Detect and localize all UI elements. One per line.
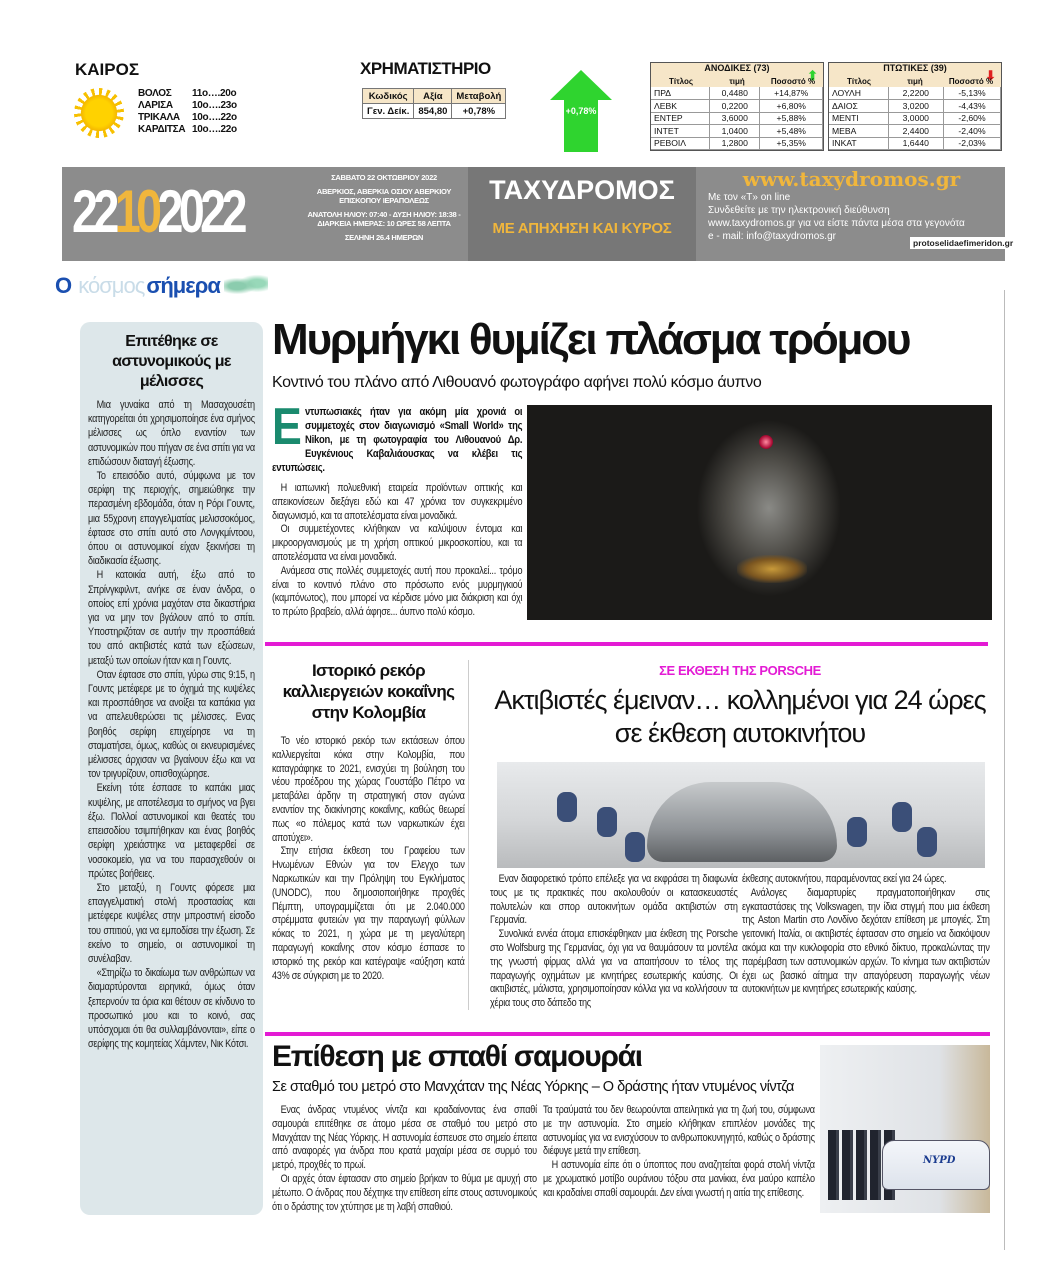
paragraph: Εναν διαφορετικό τρόπο επέλεξε για να εκφράσει τη διαφωνία τους με τις πρακτικές που ακολουθούν οι κατασκευαστές πολυτελών και σπορ αυτοκινήτων ομάδα ακτιβιστών στη Γερμανία.: [490, 873, 738, 927]
temp: 11ο….20ο: [192, 88, 237, 99]
cell: ΔΑΙΟΣ: [829, 100, 888, 113]
porsche-kicker: ΣΕ ΕΚΘΕΣΗ ΤΗΣ PORSCHE: [659, 663, 821, 678]
colombia-headline: Ιστορικό ρεκόρ καλλιεργειών κοκαΐνης στην Κολομβία: [282, 661, 455, 722]
losers-table: [828, 62, 1002, 151]
paragraph: Η ιαπωνική πολυεθνική εταιρεία προϊόντων οπτικής και απεικονίσεων διεξάγει εδώ και 47 χρόνια τον συγκεκριμένο διαγωνισμό, και τα αποτελέσματα είναι μοναδικά.: [272, 482, 523, 522]
paragraph: «Στηρίζω το δικαίωμα των ανθρώπων να διαμαρτύρονται ειρηνικά, όμως όταν ξεπερνούν τα όρια και θέτουν σε κίνδυνο το προσωπικό μου και το κοινό, σας υπόσχομαι ότι θα συλλαμβάνονται», είπε ο σερίφης της κομητείας Χάμντεν, Νικ Κότσι.: [88, 967, 255, 1051]
gainers-title: ΑΝΟΔΙΚΕΣ (73): [704, 63, 770, 73]
cell: +5,48%: [760, 125, 823, 138]
col-header: Τίτλος: [668, 77, 694, 86]
general-index-table: [362, 88, 506, 119]
cell: ΡΕΒΟΙΛ: [651, 137, 709, 150]
porsche-headline: Ακτιβιστές έμειναν… κολλημένοι για 24 ώρες σε έκθεση αυτοκινήτου: [494, 685, 986, 748]
nypd-photo: [820, 1045, 990, 1213]
cell: 3,0000: [888, 112, 943, 125]
paragraph: Οι αρχές όταν έφτασαν στο σημείο βρήκαν το θύμα με αμυχή στο μέτωπο. Ο άνδρας που δέχτηκε την επίθεση είπε στους αστυνομικούς ότι ο δράστης τον χτύπησε με τη λαβή σπαθιού.: [272, 1172, 537, 1213]
newspaper-name: ΤΑΧΥΔΡΟΜΟΣ: [489, 175, 675, 205]
sun-times: ΑΝΑΤΟΛΗ ΗΛΙΟΥ: 07:40 - ΔΥΣΗ ΗΛΙΟΥ: 18:38 - ΔΙΑΡΚΕΙΑ ΗΜΕΡΑΣ: 10 ΩΡΕΣ 58 ΛΕΠΤΑ: [307, 209, 461, 228]
cell: 3,0200: [888, 100, 943, 113]
colombia-body: [272, 735, 465, 983]
cell: ΠΡΔ: [651, 87, 709, 100]
losers-title: ΠΤΩΤΙΚΕΣ (39): [883, 63, 947, 73]
header-cell: Μεταβολή: [452, 89, 506, 104]
stock-title: ΧΡΗΜΑΤΙΣΤΗΡΙΟ: [360, 59, 491, 78]
paragraph: Οι συμμετέχοντες κλήθηκαν να καλύψουν έντομα και μικροοργανισμούς με τη χρήση οπτικού μικροσκοπίου, και τα αποτελέσματα να είναι μοναδικά.: [272, 523, 523, 563]
paragraph: Εκείνη τότε έσπασε το καπάκι μιας κυψέλης, με αποτέλεσμα το σμήνος να βγει έξω. Πολλοί αστυνομικοί και θεατές του επεισοδίου τσιμπήθηκαν και ένας βοηθός σερίφη χρειάστηκε να μεταφερθεί σε νοσοκομείο, για να του παρασχεθούν οι πρώτες βοήθειες.: [88, 782, 255, 880]
online-line: www.taxydromos.gr για να είστε πάντα μέσα στα γεγονότα: [708, 218, 965, 229]
samurai-col-2: [543, 1104, 815, 1201]
samurai-subtitle: Σε σταθμό του μετρό στο Μανχάταν της Νέας Υόρκης – Ο δράστης ήταν ντυμένος νίντζα: [272, 1079, 794, 1095]
sidebar-title: Επιτέθηκε σε αστυνομικούς με μέλισσες: [112, 333, 231, 390]
watermark: protoselidaefimeridon.gr: [910, 237, 1016, 249]
header-cell: Κωδικός: [363, 89, 414, 104]
paragraph: Ενας άνδρας ντυμένος νίντζα και κραδαίνοντας ένα σπαθί σαμουράι επιτέθηκε σε άτομο μέσα σε σταθμό του μετρό στο Μανχάταν της Νέας Υόρκης. Η αστυνομία έσπευσε στο σημείο έπειτα από αναφορές για άνδρα που κρατά μαχαίρι μέσα σε συρμό του μετρό, προχθές το πρωί.: [272, 1104, 537, 1172]
section-rule: [265, 642, 988, 646]
paragraph: Ανάμεσα στις πολλές συμμετοχές αυτή που προκαλεί... τρόμο είναι το κοντινό πλάνο στο πρόσωπο ενός μυρμηγκιού (καμπόνωτος), που μπορεί να κέρδισε μόνο μια διάκριση και όχι το πρώτο βραβείο, αλλά άφησε... άυπνο πολύ κόσμο.: [272, 564, 523, 619]
moon-age: ΣΕΛΗΝΗ 26.4 ΗΜΕΡΩΝ: [344, 232, 424, 242]
date-large: [72, 177, 243, 246]
date-info: [300, 173, 468, 246]
namedays: ΑΒΕΡΚΙΟΣ, ΑΒΕΡΚΙΑ ΟΣΙΟΥ ΑΒΕΡΚΙΟΥ ΕΠΙΣΚΟΠΟΥ ΙΕΡΑΠΟΛΕΩΣ: [316, 186, 452, 205]
lead-text: [272, 398, 523, 620]
cell: 2,4400: [888, 125, 943, 138]
city: ΒΟΛΟΣ: [138, 88, 172, 99]
cell: +5,35%: [760, 137, 823, 150]
paragraph-continued: Τα τραύματά του δεν θεωρούνται απειλητικά για τη ζωή του, σύμφωνα με την αστυνομία. Στο σημείο κλήθηκαν επιπλέον μονάδες της αστυνομίας για να ενισχύσουν το ανθρωποκυνηγητό, καθώς ο δράστης διέφυγε μετά την επίθεση.: [543, 1104, 815, 1158]
cell: 0,4480: [709, 87, 760, 100]
table-row: [829, 112, 1001, 125]
sun-icon: [78, 92, 120, 134]
city: ΚΑΡΔΙΤΣΑ: [138, 124, 186, 135]
lead-headline: Μυρμήγκι θυμίζει πλάσμα τρόμου: [272, 315, 910, 364]
brand-block: [468, 167, 696, 261]
temp: 10ο….22ο: [192, 124, 237, 135]
cell: ΜΕΝΤΙ: [829, 112, 888, 125]
paragraph: Το νέο ιστορικό ρεκόρ των εκτάσεων όπου καλλιεργείται κόκα στην Κολομβία, που καταγράφηκε το 2021, ενισχύει τη βούληση του νέου προέδρου της χώρας Γουστάβο Πέτρο να μεταβάλει άρδην τη στρατηγική στον αγώνα εναντίον της διακίνησης κοκαΐνης, καθώς θεωρεί πως «ο πόλεμος κατά των ναρκωτικών έχει αποτύχει».: [272, 735, 465, 844]
table-row: [651, 125, 823, 138]
col-header: Τίτλος: [846, 77, 872, 86]
cell: ΙΝΚΑΤ: [829, 137, 888, 150]
column-divider: [1004, 290, 1005, 1250]
temp: 10ο….22ο: [192, 112, 237, 123]
sidebar-body: [88, 398, 255, 1051]
logo-word: σήμερα: [146, 273, 220, 298]
col-header: τιμή: [729, 77, 745, 86]
weather-row: [138, 100, 237, 112]
column-divider: [468, 660, 469, 1010]
cell: 0,2200: [709, 100, 760, 113]
nypd-car-text: NYPD: [923, 1155, 956, 1166]
lead-intro: [272, 398, 523, 475]
cell: -4,43%: [944, 100, 1001, 113]
green-up-arrow-icon: ⬆: [807, 68, 818, 83]
paragraph: Στην ετήσια έκθεση του Γραφείου των Ηνωμένων Εθνών για τον Ελεγχο των Ναρκωτικών και την Πρόληψη του Εγκλήματος (UNODC), που δημοσιοποιήθηκε προχθές Πέμπτη, υπογραμμίζεται ότι με 2.040.000 στρέμματα φυτειών για την παραγωγή φύλλων κόκας το 2021, η χώρα με τη μεγαλύτερη παραγωγή κοκαΐνης στον κόσμο έσπασε το ιστορικό της ρεκόρ και κατέγραψε «αύξηση κατά 43% σε σύγκριση με το 2020.: [272, 845, 465, 982]
paragraph: Η αστυνομία είπε ότι ο ύποπτος που αναζητείται φορά στολή νίντζα με χρωματικό μοτίβο ουράνιου τόξου στα μανίκια, ένα μαύρο καπέλο και κραδαίνει σπαθί σαμουράι. Δεν είναι γνωστή η αιτία της επίθεσης.: [543, 1159, 815, 1199]
cell: +0,78%: [452, 104, 506, 119]
date-day: 22: [72, 178, 115, 245]
cell: 854,80: [414, 104, 452, 119]
website-link[interactable]: www.taxydromos.gr: [742, 167, 961, 191]
lead-subtitle: Κοντινό του πλάνο από Λιθουανό φωτογράφο αφήνει πολύ κόσμο άυπνο: [272, 374, 762, 391]
logo-word: Ο: [55, 273, 72, 298]
gainers-table: [650, 62, 824, 151]
online-line: Συνδεθείτε με την ηλεκτρονική διεύθυνση: [708, 205, 890, 216]
slogan: ΜΕ ΑΠΗΧΗΣΗ ΚΑΙ ΚΥΡΟΣ: [492, 220, 672, 237]
cell: ΕΝΤΕΡ: [651, 112, 709, 125]
cell: 1,6440: [888, 137, 943, 150]
paragraph-continued: έκθεσης αυτοκινήτου, παραμένοντας εκεί για 24 ώρες.: [742, 873, 947, 885]
cell: -2,03%: [944, 137, 1001, 150]
paragraph: Το επεισόδιο αυτό, σύμφωνα με τον σερίφη της περιοχής, σημειώθηκε την περασμένη εβδομάδα, όταν η Ρόρι Γουντς, μια 55χρονη επαγγελματίας μελισσοκόμος, έφτασε στο σπίτι αυτό στο Λονγκμίντοου, όπου οι αστυνομικοί είχαν ξεκινήσει τη διαδικασία έξωσης.: [88, 470, 255, 568]
weather-title: ΚΑΙΡΟΣ: [75, 60, 140, 79]
table-row: [651, 112, 823, 125]
activists-photo: [497, 762, 985, 868]
cell: 1,0400: [709, 125, 760, 138]
header-cell: Αξία: [414, 89, 452, 104]
paragraph: Συνολικά εννέα άτομα επισκέφθηκαν μια έκθεση της Porsche στο Wolfsburg της Γερμανίας, όχι για να θαυμάσουν τα μοντέλα της γνωστή φίρμας αλλά για να απαιτήσουν το τέλος της παραγωγής οχημάτων με κινητήρες εσωτερικής καύσης. Οι ακτιβιστές, μάλιστα, χρησιμοποίησαν κόλλα για να κολλήσουν τα χέρια τους στο δάπεδο της: [490, 928, 738, 1010]
paragraph: Μια γυναίκα από τη Μασαχουσέτη κατηγορείται ότι χρησιμοποίησε ένα σμήνος μέλισσες ως όπλο εναντίον των αστυνομικών που πήγαν σε ένα σπίτι για να επιδώσουν διαταγή έξωσης.: [88, 399, 255, 468]
city: ΤΡΙΚΑΛΑ: [138, 112, 180, 123]
table-row: [651, 87, 823, 100]
cell: ΛΟΥΛΗ: [829, 87, 888, 100]
paragraph: Η κατοικία αυτή, έξω από το Σπρίνγκφιλντ, ανήκε σε έναν άνδρα, ο οποίος επί χρόνια μαχόταν στα δικαστήρια για να μην τον βγάλουν από το σπίτι. Υποστηριζόταν σε αυτήν την προσπάθειά του από ακτιβιστές κατά των εξώσεων, μεταξύ των οποίων ήταν και η Γουντς.: [88, 569, 255, 667]
cell: 3,6000: [709, 112, 760, 125]
ant-photo: [527, 405, 992, 620]
arrow-label: +0,78%: [565, 106, 597, 116]
samurai-headline: Επίθεση με σπαθί σαμουράι: [272, 1040, 642, 1073]
table-row: [829, 87, 1001, 100]
porsche-col-2: [742, 873, 990, 997]
table-row: [651, 137, 823, 150]
weather-row: [138, 88, 237, 100]
table-row: [651, 100, 823, 113]
cell: ΙΝΤΕΤ: [651, 125, 709, 138]
logo-word: κόσμος: [78, 273, 145, 298]
date-year: 2022: [157, 178, 243, 245]
cell: -2,40%: [944, 125, 1001, 138]
cell: ΛΕΒΚ: [651, 100, 709, 113]
cell: 1,2800: [709, 137, 760, 150]
date-month: 10: [114, 178, 158, 245]
intro-text: ντυπωσιακές ήταν για ακόμη μία χρονιά οι συμμετοχές στον διαγωνισμό «Small World» της Nikon, με τη φωτογραφία του Λιθουανού Δρ. Ευγκένιους Καβαλιάουσκας να κλέβει τις εντυπώσεις.: [272, 406, 523, 474]
masthead-banner: [62, 167, 1005, 261]
city: ΛΑΡΙΣΑ: [138, 100, 173, 111]
cell: 2,2200: [888, 87, 943, 100]
date-text: ΣΑΒΒΑΤΟ 22 ΟΚΤΩΒΡΙΟΥ 2022: [331, 173, 437, 182]
weather-row: [138, 112, 237, 124]
lead-body: [272, 482, 522, 620]
weather-list: [138, 88, 237, 136]
table-row: [829, 137, 1001, 150]
weather-row: [138, 124, 237, 136]
world-map-icon: [224, 273, 268, 299]
red-down-arrow-icon: ⬇: [985, 68, 996, 83]
col-header: τιμή: [907, 77, 923, 86]
col-header: Ποσοστό %: [948, 77, 994, 86]
online-line: Με τον «Τ» on line: [708, 192, 791, 203]
samurai-col-1: [272, 1104, 537, 1214]
email-link[interactable]: e - mail: info@taxydromos.gr: [708, 231, 836, 242]
cell: -2,60%: [944, 112, 1001, 125]
cell: +14,87%: [760, 87, 823, 100]
up-arrow-icon: [550, 70, 612, 152]
paragraph: Ανάλογες διαμαρτυρίες πραγματοποιήθηκαν στις εγκαταστάσεις της Volkswagen, την ίδια στιγμή που μια έκθεση της Aston Martin στο Λονδίνο δεχόταν επίθεση με μπογιές. Στη γειτονική Ιταλία, οι ακτιβιστές έφτασαν στο σημείο να διακόψουν ακόμα και την κυκλοφορία στο εθνικό δίκτυο, προκαλώντας την παρέμβαση των αστυνομικών αρχών. Το κίνημα των ακτιβιστών έχει ως βασικό αίτημα την απαγόρευση παραγωγής νέων αυτοκινήτων με κινητήρες εσωτερικής καύσης.: [742, 886, 990, 996]
cell: -5,13%: [944, 87, 1001, 100]
cell: Γεν. Δείκ.: [363, 104, 414, 119]
paragraph: Στο μεταξύ, η Γουντς φόρεσε μια επαγγελματική στολή προστασίας και μετέφερε κυψέλες στην μπροστινή είσοδο του σπιτιού, για να εμποδίσει την έξωση. Σε εκείνο το σημείο, οι αστυνομικοί τη συνέλαβαν.: [88, 881, 255, 965]
table-row: [829, 125, 1001, 138]
section-logo: [55, 273, 268, 299]
col-header: Ποσοστό %: [770, 77, 816, 86]
table-row: [829, 100, 1001, 113]
drop-cap: Ε: [272, 398, 302, 456]
cell: ΜΕΒΑ: [829, 125, 888, 138]
cell: +6,80%: [760, 100, 823, 113]
sidebar-article: [80, 322, 263, 1215]
section-rule: [265, 1032, 990, 1036]
paragraph: Οταν έφτασε στο σπίτι, γύρω στις 9:15, η Γουντς μετέφερε με το όχημά της κυψέλες και προσπάθησε να ανοίξει τα καπάκια για να απελευθερώσει τις μέλισσες. Ενας βοηθός σερίφη επιχείρησε να τη σταματήσει, όμως, καθώς οι εκνευρισμένες μέλισσες άρχισαν να βγαίνουν έξω και να τον τριγυρίζουν, οπισθοχώρησε.: [88, 668, 255, 781]
temp: 10ο….23ο: [192, 100, 237, 111]
porsche-col-1: [490, 873, 738, 1011]
cell: +5,88%: [760, 112, 823, 125]
